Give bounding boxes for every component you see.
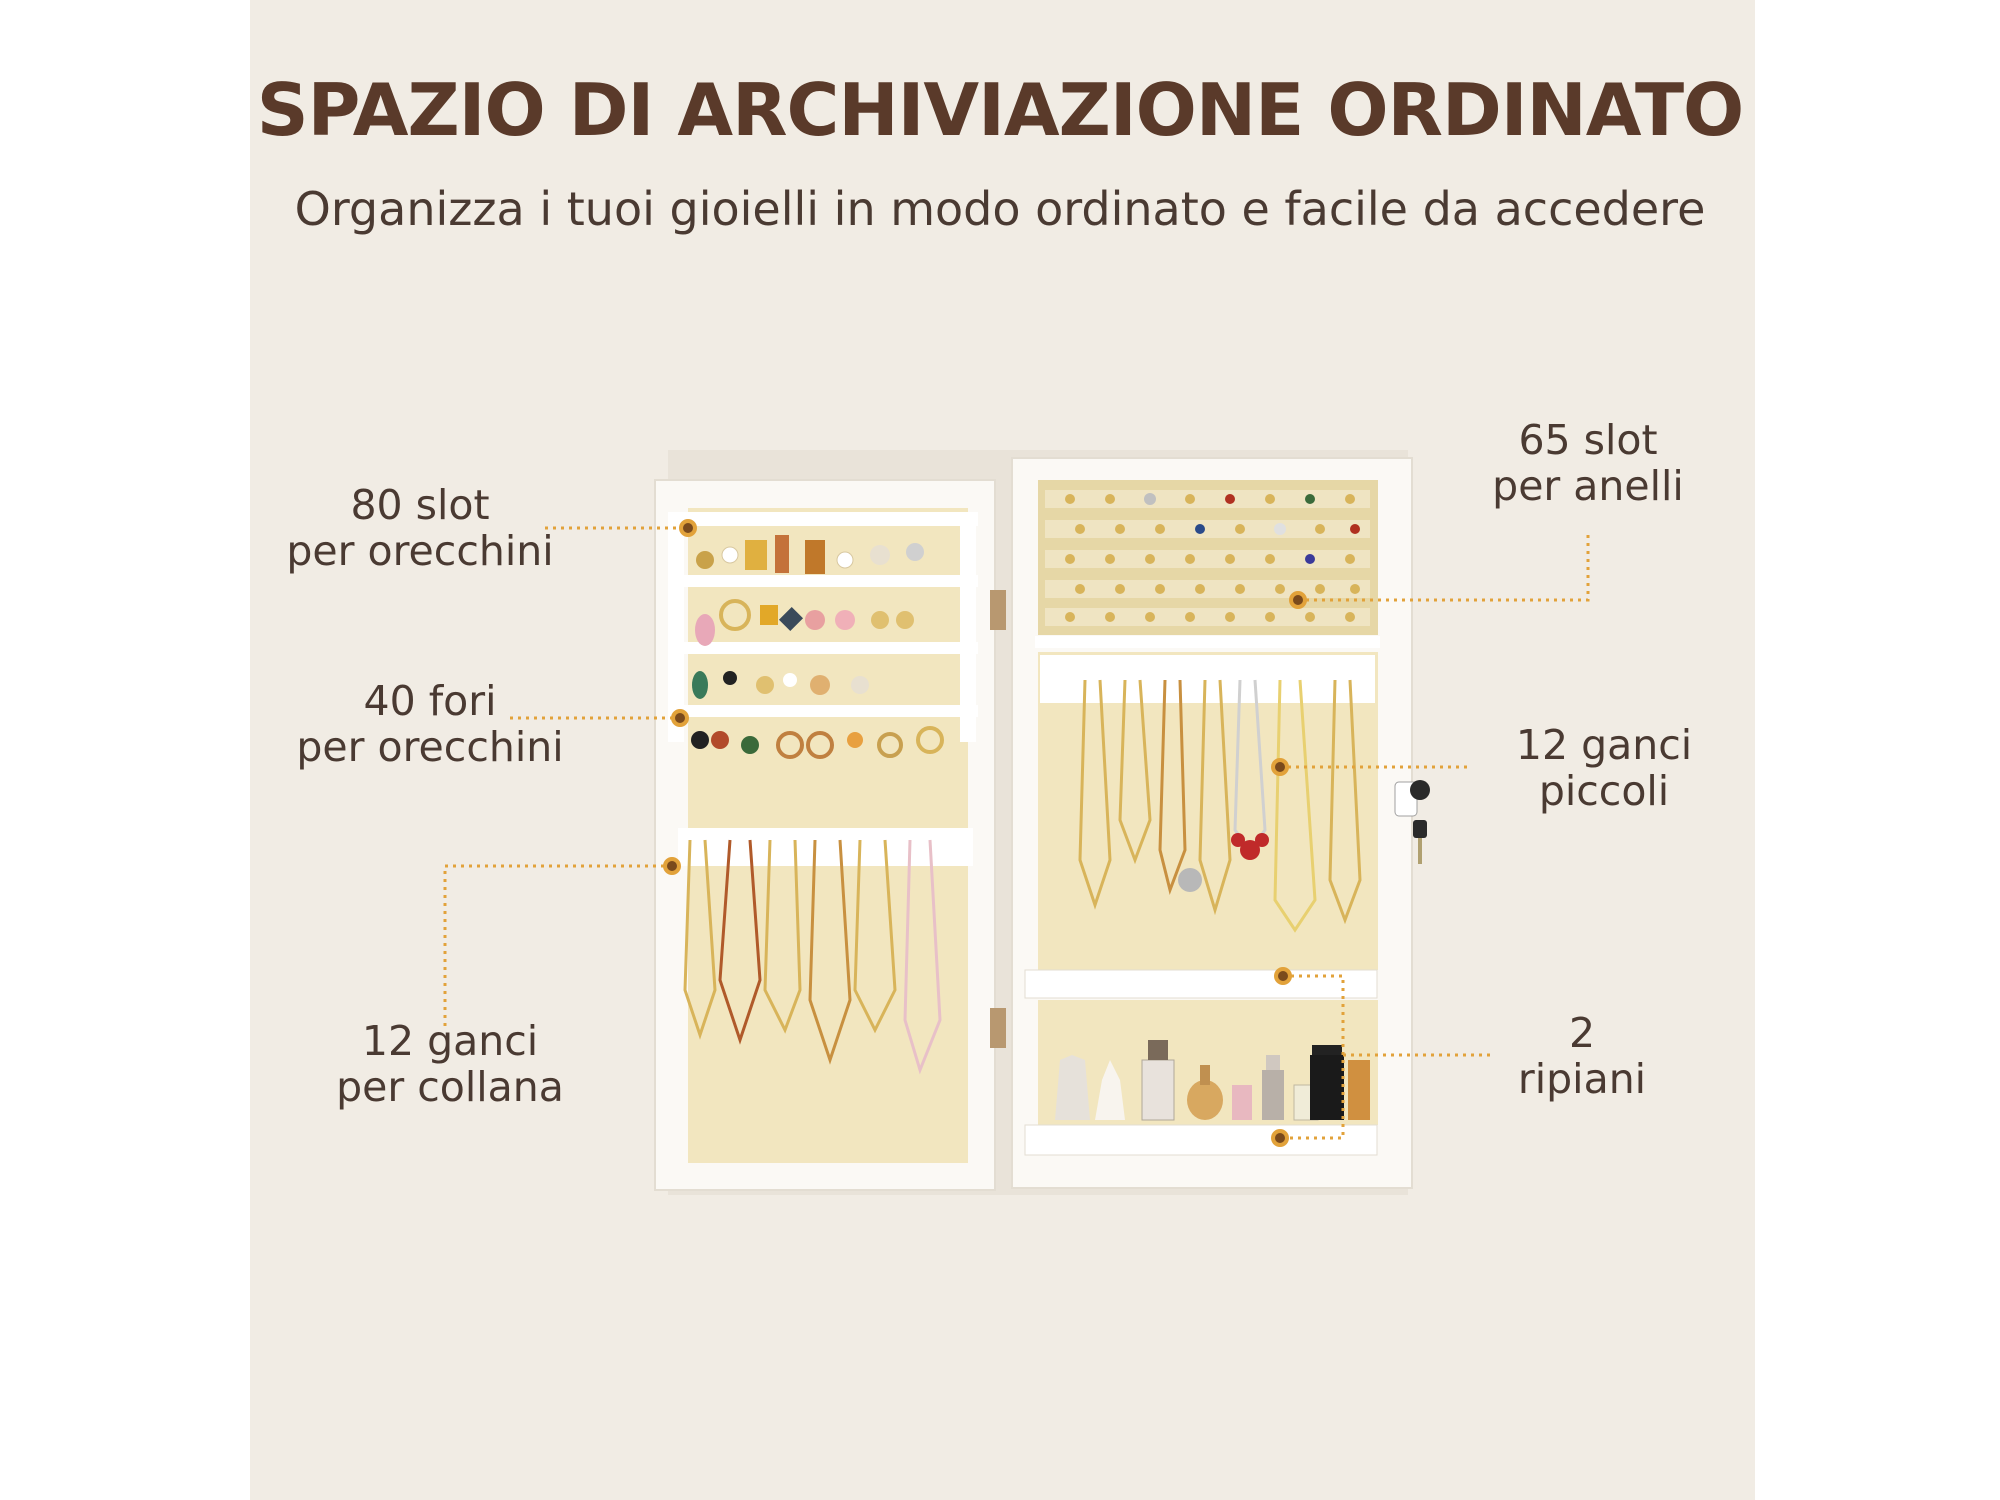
callout-small-hooks-line1: 12 ganci — [1515, 721, 1693, 769]
shelf-lower — [1025, 1125, 1377, 1155]
right-cabinet — [1012, 458, 1430, 1188]
callout-small-hooks-line2: piccoli — [1538, 767, 1670, 815]
left-door — [655, 480, 1006, 1190]
callout-earring-slots-line2: per orecchini — [286, 527, 554, 575]
necklace-hook-bar — [678, 828, 973, 866]
page-subtitle: Organizza i tuoi gioielli in modo ordinato e facile da accedere — [294, 182, 1706, 236]
callout-necklace-hooks — [300, 1018, 600, 1110]
page-title: SPAZIO DI ARCHIVIAZIONE ORDINATO — [256, 68, 1744, 152]
small-hook-bar — [1040, 655, 1375, 703]
callout-earring-slots-line1: 80 slot — [350, 481, 490, 529]
callout-necklace-hooks-line1: 12 ganci — [361, 1017, 539, 1065]
callout-ring-slots-line2: per anelli — [1492, 462, 1684, 510]
callout-shelves-line1: 2 — [1568, 1009, 1596, 1057]
callout-earring-slots — [280, 482, 560, 574]
callout-earring-holes-line1: 40 fori — [363, 677, 497, 725]
callout-shelves-line2: ripiani — [1517, 1055, 1647, 1103]
callout-shelves — [1492, 1010, 1672, 1102]
callout-necklace-hooks-line2: per collana — [336, 1063, 564, 1111]
callout-ring-slots — [1452, 417, 1724, 509]
callout-earring-holes-line2: per orecchini — [296, 723, 564, 771]
callout-small-hooks — [1468, 722, 1740, 814]
callout-ring-slots-line1: 65 slot — [1518, 416, 1658, 464]
shelf-upper — [1025, 970, 1377, 998]
callout-earring-holes — [290, 678, 570, 770]
